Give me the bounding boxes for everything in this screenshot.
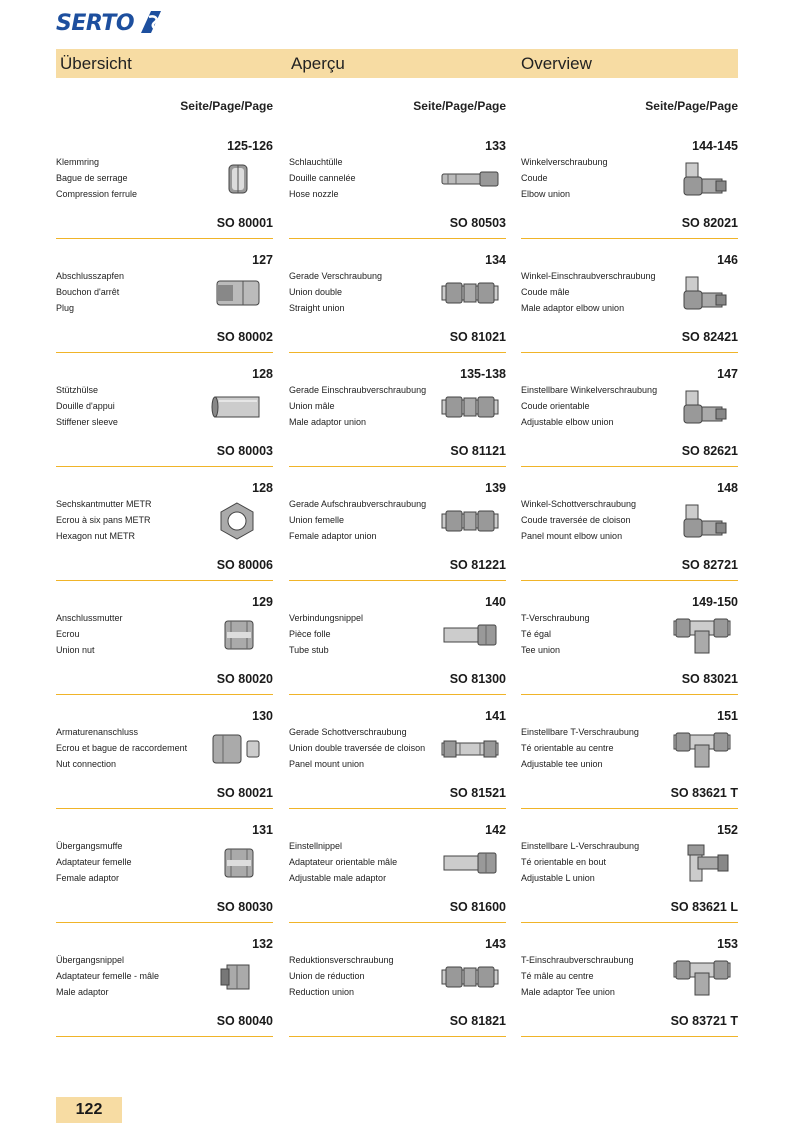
page-column-label: Seite/Page/Page [645,99,738,113]
product-code: SO 80040 [216,1014,273,1028]
product-cell [289,694,506,809]
product-code: SO 82721 [681,558,738,572]
product-code: SO 83621 L [670,900,738,914]
product-cell [56,580,273,695]
page-ref: 148 [717,481,738,495]
product-name: Female adaptor union [289,531,377,541]
product-cell [289,922,506,1037]
page-ref: 132 [252,937,273,951]
product-names [56,952,159,1000]
product-name: Verbindungsnippel [289,613,364,623]
product-code: SO 82621 [681,444,738,458]
product-names [289,838,397,886]
straight-fitting-icon [440,957,500,997]
page-ref: 135-138 [460,367,506,381]
product-name: Hose nozzle [289,189,339,199]
page-ref: 153 [717,937,738,951]
product-name: Gerade Verschraubung [289,271,383,281]
product-name: Male adaptor union [289,417,367,427]
product-name: Ecrou et bague de raccordement [56,743,188,753]
page-column-label: Seite/Page/Page [180,99,273,113]
header-band [56,49,738,78]
product-names [289,268,382,316]
product-names [521,724,639,772]
product-code: SO 81221 [449,558,506,572]
product-name: Coude orientable [521,401,590,411]
ltee-fitting-icon [672,843,732,883]
product-cell [521,352,738,467]
product-name: Einstellbare Winkelverschraubung [521,385,658,395]
page-ref: 141 [485,709,506,723]
long-fitting-icon [440,729,500,769]
product-name: Adaptateur orientable mâle [289,857,398,867]
product-name: T-Verschraubung [521,613,590,623]
product-code: SO 80002 [216,330,273,344]
page-ref: 152 [717,823,738,837]
product-name: Abschlusszapfen [56,271,125,281]
product-name: Straight union [289,303,345,313]
product-name: Ecrou à six pans METR [56,515,151,525]
product-code: SO 81021 [449,330,506,344]
product-names [56,496,152,544]
ferrule-fitting-icon [207,159,267,199]
product-name: Einstellbare L-Verschraubung [521,841,640,851]
product-name: Klemmring [56,157,100,167]
product-name: Gerade Schottverschraubung [289,727,407,737]
product-name: Compression ferrule [56,189,138,199]
brand-name: SERTO [56,10,135,36]
product-name: Elbow union [521,189,571,199]
product-names [56,382,118,430]
product-code: SO 83621 T [670,786,738,800]
product-name: Union double traversée de cloison [289,743,426,753]
product-name: Union de réduction [289,971,365,981]
hexnut-fitting-icon [207,501,267,541]
product-code: SO 81600 [449,900,506,914]
product-name: Plug [56,303,75,313]
product-name: Tube stub [289,645,329,655]
page-ref: 133 [485,139,506,153]
page-number: 122 [56,1097,122,1123]
product-name: Winkelverschraubung [521,157,608,167]
product-cell [289,352,506,467]
product-name: Union mâle [289,401,335,411]
product-cell [289,124,506,239]
product-name: Winkel-Schottverschraubung [521,499,637,509]
product-names [289,382,426,430]
product-name: Sechskantmutter METR [56,499,152,509]
product-name: Bouchon d'arrêt [56,287,120,297]
serto-logo-icon [137,9,163,37]
page-ref: 147 [717,367,738,381]
product-name: Té égal [521,629,552,639]
page-ref: 128 [252,367,273,381]
product-name: Douille cannelée [289,173,356,183]
page-ref: 149-150 [692,595,738,609]
product-names [56,154,137,202]
page-ref: 130 [252,709,273,723]
product-name: Té mâle au centre [521,971,594,981]
product-name: Adjustable tee union [521,759,603,769]
page-column-label: Seite/Page/Page [413,99,506,113]
product-code: SO 80021 [216,786,273,800]
product-code: SO 82021 [681,216,738,230]
product-code: SO 80503 [449,216,506,230]
product-name: Té orientable au centre [521,743,614,753]
product-name: Übergangsmuffe [56,841,123,851]
product-name: Gerade Aufschraubverschraubung [289,499,427,509]
product-code: SO 80020 [216,672,273,686]
elbow-fitting-icon [672,387,732,427]
product-name: Gerade Einschraubverschraubung [289,385,427,395]
product-code: SO 81300 [449,672,506,686]
product-name: Adaptateur femelle - mâle [56,971,160,981]
page-ref: 127 [252,253,273,267]
product-name: Union femelle [289,515,345,525]
product-name: Stützhülse [56,385,99,395]
product-name: Té orientable en bout [521,857,607,867]
product-name: Reduction union [289,987,355,997]
product-cell [521,808,738,923]
product-name: Adaptateur femelle [56,857,132,867]
product-names [521,496,636,544]
page-ref: 143 [485,937,506,951]
product-name: Pièce folle [289,629,331,639]
product-name: Armaturenanschluss [56,727,139,737]
straight-fitting-icon [440,387,500,427]
product-name: Reduktionsverschraubung [289,955,394,965]
product-names [289,154,356,202]
product-names [521,268,656,316]
product-code: SO 81121 [450,444,506,458]
product-names [289,496,426,544]
product-name: Adjustable male adaptor [289,873,387,883]
stub-fitting-icon [440,615,500,655]
product-cell [56,352,273,467]
product-cell [56,922,273,1037]
product-code: SO 82421 [681,330,738,344]
tee-fitting-icon [672,957,732,997]
product-names [289,952,394,1000]
page-ref: 140 [485,595,506,609]
product-code: SO 81521 [449,786,506,800]
product-name: Nut connection [56,759,117,769]
straight-fitting-icon [440,273,500,313]
product-cell [289,238,506,353]
header-title-en: Overview [521,54,592,73]
product-name: T-Einschraubverschraubung [521,955,634,965]
product-names [521,838,639,886]
product-name: Male adaptor elbow union [521,303,625,313]
product-code: SO 80001 [216,216,273,230]
product-name: Schlauchtülle [289,157,343,167]
nutconn-fitting-icon [207,729,267,769]
product-name: Übergangsnippel [56,955,125,965]
tee-fitting-icon [672,615,732,655]
stub-fitting-icon [440,843,500,883]
product-name: Male adaptor [56,987,109,997]
product-cell [56,466,273,581]
product-name: Anschlussmutter [56,613,123,623]
product-cell [521,922,738,1037]
product-names [56,838,132,886]
product-name: Adjustable elbow union [521,417,614,427]
product-name: Coude [521,173,548,183]
product-code: SO 81821 [449,1014,506,1028]
product-name: Winkel-Einschraubverschraubung [521,271,656,281]
product-cell [521,124,738,239]
product-cell [289,808,506,923]
header-title-de: Übersicht [60,54,132,73]
product-names [521,610,590,658]
tee-fitting-icon [672,729,732,769]
product-name: Panel mount elbow union [521,531,623,541]
product-cell [521,466,738,581]
product-name: Hexagon nut METR [56,531,136,541]
product-code: SO 80030 [216,900,273,914]
page-ref: 146 [717,253,738,267]
page-ref: 139 [485,481,506,495]
elbow-fitting-icon [672,273,732,313]
product-names [521,382,657,430]
product-name: Union nut [56,645,95,655]
product-name: Coude mâle [521,287,570,297]
product-name: Ecrou [56,629,80,639]
product-cell [521,694,738,809]
product-names [56,268,124,316]
product-names [521,154,608,202]
product-code: SO 83721 T [670,1014,738,1028]
page-ref: 144-145 [692,139,738,153]
product-cell [56,238,273,353]
nut-fitting-icon [207,615,267,655]
product-code: SO 80006 [216,558,273,572]
product-cell [289,466,506,581]
header-title-fr: Aperçu [291,54,345,73]
page-ref: 134 [485,253,506,267]
maleadaptor-fitting-icon [207,957,267,997]
page-ref: 128 [252,481,273,495]
product-name: Bague de serrage [56,173,128,183]
page-ref: 151 [717,709,738,723]
product-names [56,724,187,772]
plug-fitting-icon [207,273,267,313]
product-cell [521,580,738,695]
nut-fitting-icon [207,843,267,883]
elbow-fitting-icon [672,159,732,199]
page-ref: 142 [485,823,506,837]
product-name: Union double [289,287,343,297]
product-name: Male adaptor Tee union [521,987,615,997]
product-name: Panel mount union [289,759,365,769]
product-names [56,610,123,658]
product-name: Tee union [521,645,561,655]
page-ref: 131 [252,823,273,837]
product-name: Einstellbare T-Verschraubung [521,727,639,737]
product-name: Coude traversée de cloison [521,515,631,525]
product-code: SO 80003 [216,444,273,458]
product-names [289,610,363,658]
product-cell [56,694,273,809]
hose-fitting-icon [440,159,500,199]
product-cell [56,124,273,239]
straight-fitting-icon [440,501,500,541]
product-cell [56,808,273,923]
product-cell [289,580,506,695]
product-name: Stiffener sleeve [56,417,118,427]
page-ref: 129 [252,595,273,609]
product-names [521,952,634,1000]
sleeve-fitting-icon [207,387,267,427]
product-name: Douille d'appui [56,401,115,411]
serto-logo [56,8,163,38]
product-name: Einstellnippel [289,841,343,851]
product-names [289,724,425,772]
product-code: SO 83021 [681,672,738,686]
product-cell [521,238,738,353]
product-name: Adjustable L union [521,873,595,883]
elbow-fitting-icon [672,501,732,541]
product-name: Female adaptor [56,873,120,883]
page-ref: 125-126 [227,139,273,153]
